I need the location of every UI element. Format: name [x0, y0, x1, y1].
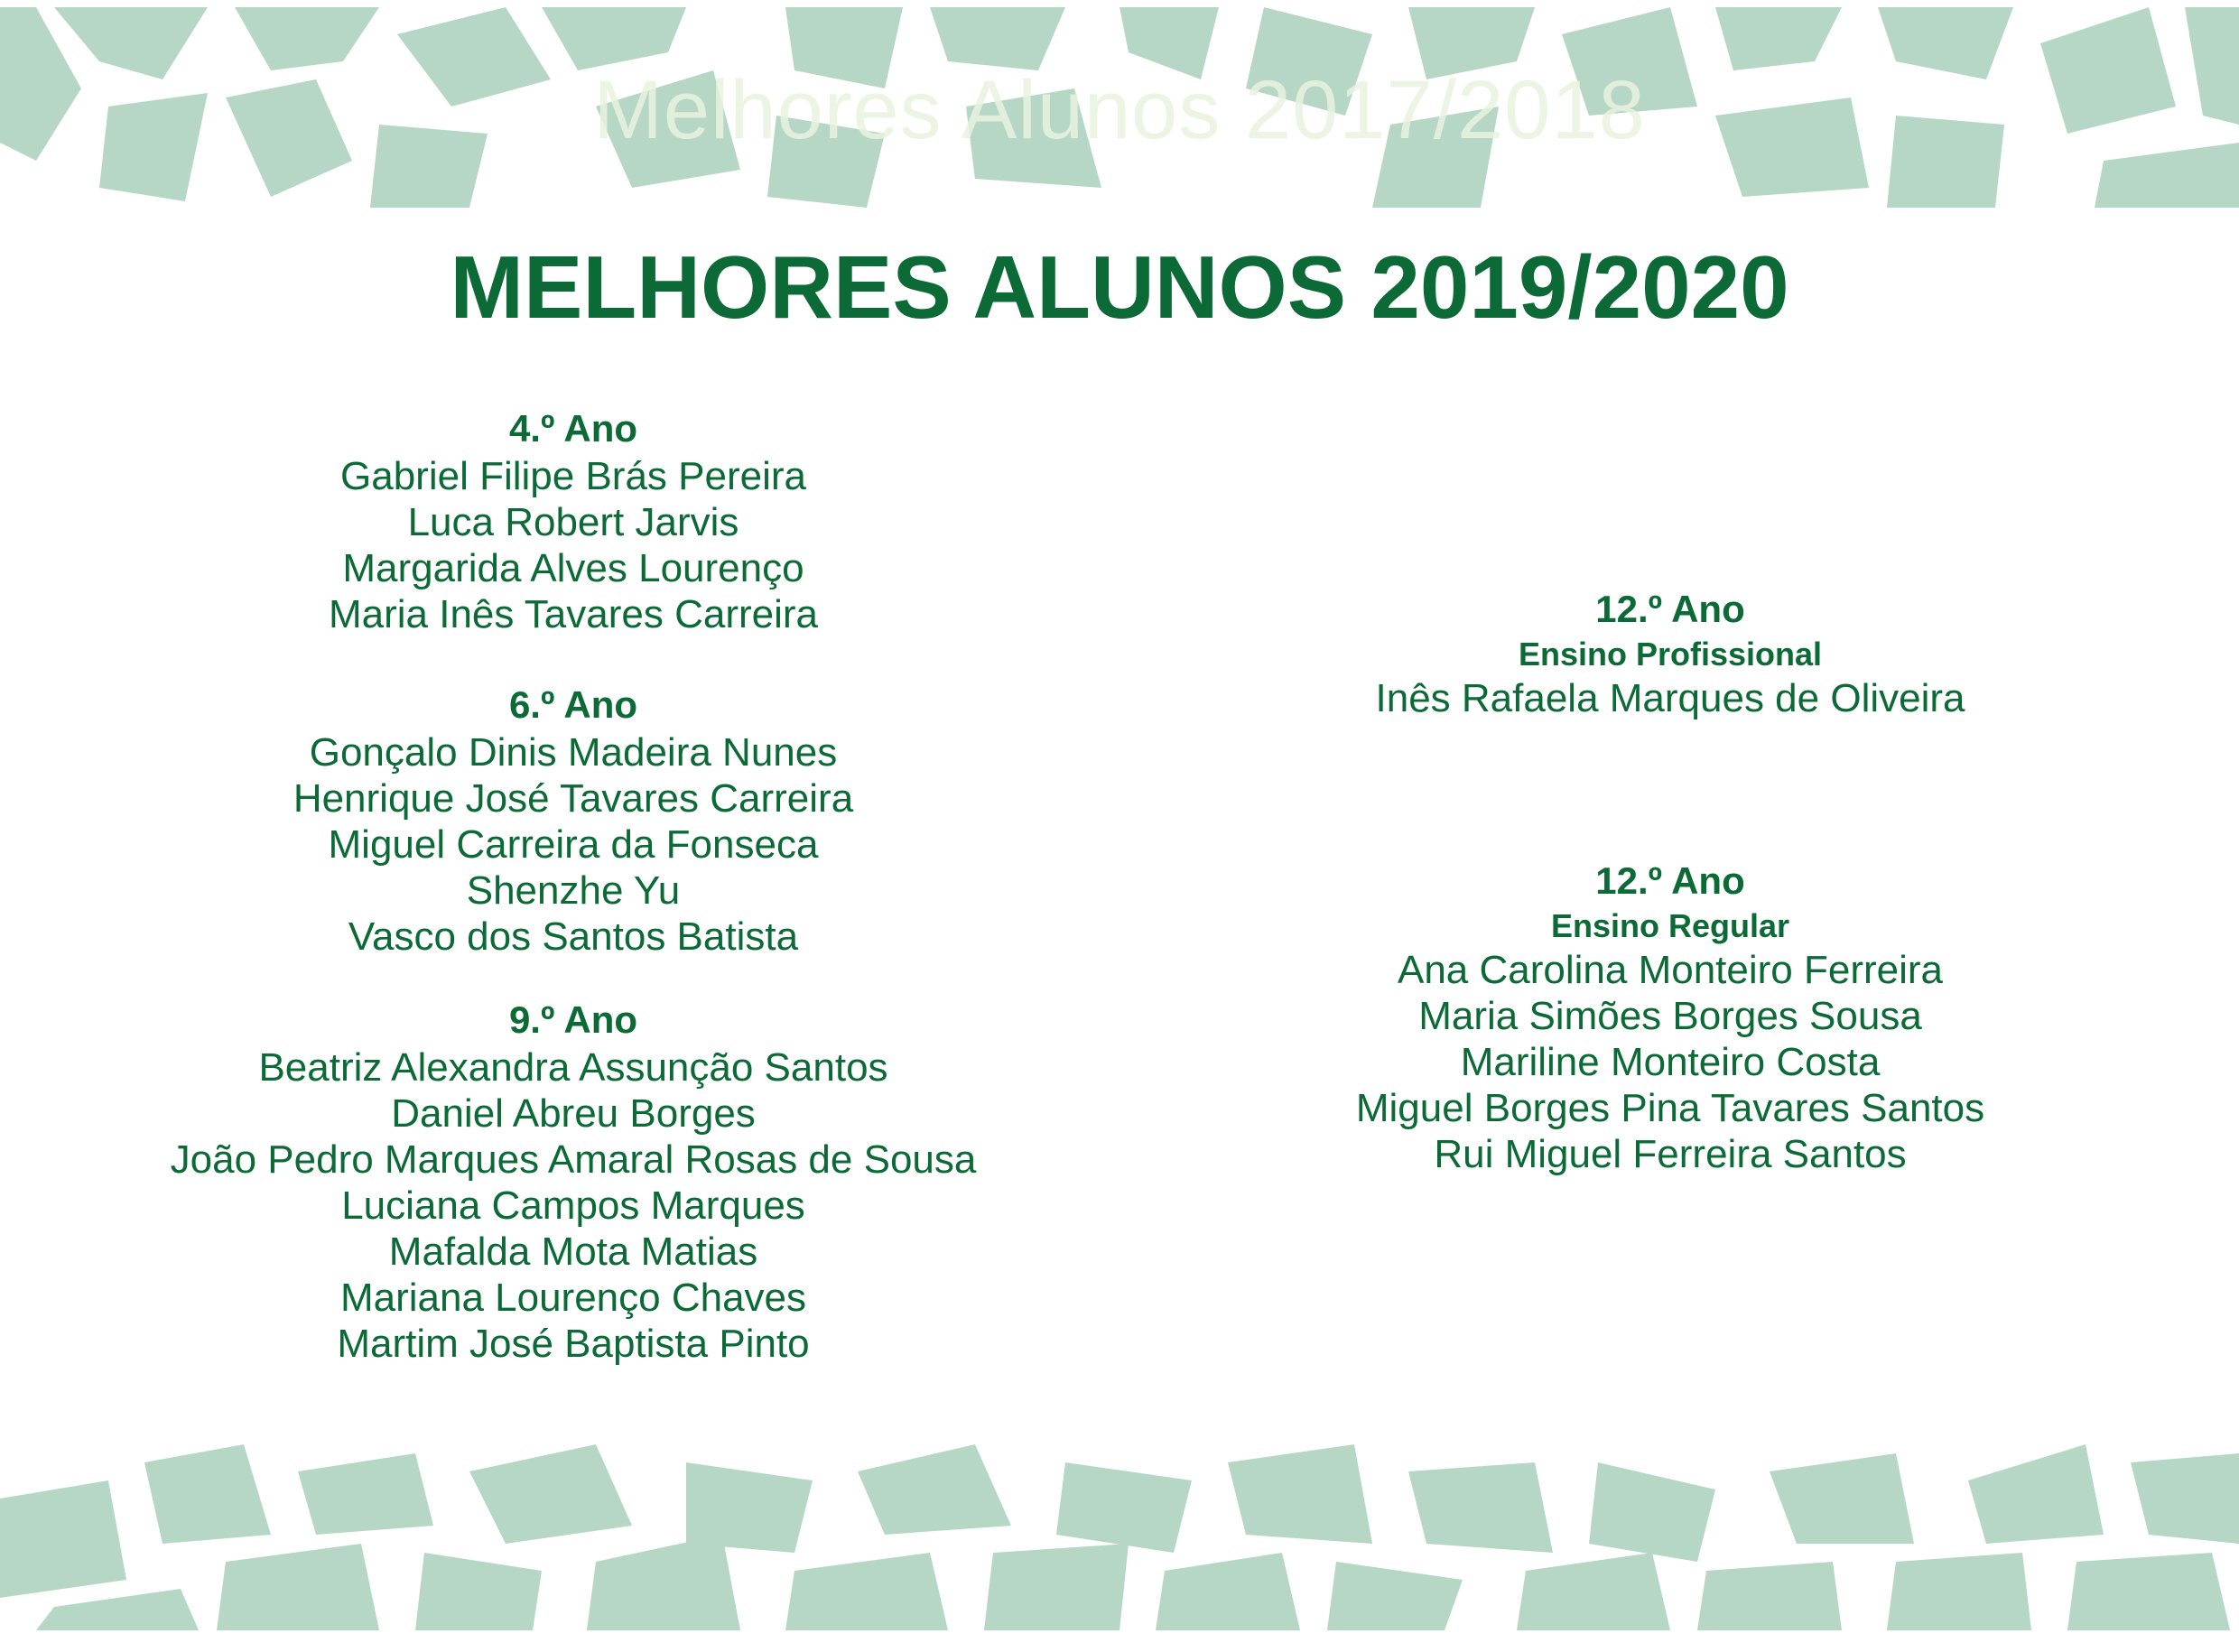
student-name: Luca Robert Jarvis [407, 500, 739, 544]
student-name: Gonçalo Dinis Madeira Nunes [309, 730, 838, 775]
group-9-ano [72, 996, 1074, 1367]
student-name: Mafalda Mota Matias [388, 1230, 758, 1274]
left-column [72, 404, 1074, 1367]
student-name: Henrique José Tavares Carreira [293, 776, 854, 821]
student-name: Beatriz Alexandra Assunção Santos [258, 1045, 888, 1090]
bottom-pattern-graphic [0, 1444, 2239, 1630]
student-name: Mariline Monteiro Costa [1460, 1040, 1881, 1084]
student-name: Miguel Carreira da Fonseca [328, 822, 819, 867]
student-name: Inês Rafaela Marques de Oliveira [1375, 676, 1965, 720]
right-column [1174, 585, 2167, 1177]
group-heading: 12.º Ano [1595, 588, 1745, 630]
group-4-ano [72, 404, 1074, 637]
student-name: Ana Carolina Monteiro Ferreira [1397, 948, 1944, 992]
student-name: Shenzhe Yu [466, 868, 681, 913]
group-subheading: Ensino Profissional [1518, 636, 1823, 673]
group-6-ano [72, 681, 1074, 960]
student-name: Margarida Alves Lourenço [342, 546, 804, 590]
group-heading: 6.º Ano [508, 683, 638, 726]
student-name: Vasco dos Santos Batista [348, 914, 799, 959]
student-name: Mariana Lourenço Chaves [339, 1276, 807, 1320]
student-name: Luciana Campos Marques [341, 1183, 805, 1228]
spacer [72, 960, 1074, 996]
group-12-ano-profissional [1174, 585, 2167, 721]
group-subheading: Ensino Regular [1550, 907, 1790, 944]
group-12-ano-regular [1174, 857, 2167, 1177]
student-name: Maria Simões Borges Sousa [1418, 994, 1922, 1038]
student-name: Gabriel Filipe Brás Pereira [340, 454, 806, 498]
student-name: João Pedro Marques Amaral Rosas de Sousa [170, 1137, 977, 1182]
spacer [72, 637, 1074, 681]
ghost-title: Melhores Alunos 2017/2018 [593, 64, 1646, 156]
student-name: Martim José Baptista Pinto [337, 1322, 810, 1366]
bottom-pattern-band [0, 1444, 2239, 1630]
group-heading: 9.º Ano [508, 998, 638, 1041]
spacer [1174, 721, 2167, 857]
student-name: Maria Inês Tavares Carreira [328, 592, 819, 636]
group-heading: 12.º Ano [1595, 859, 1745, 902]
page-title: MELHORES ALUNOS 2019/2020 [450, 237, 1789, 337]
student-name: Rui Miguel Ferreira Santos [1434, 1132, 1907, 1176]
student-name: Miguel Borges Pina Tavares Santos [1355, 1086, 1985, 1130]
student-name: Daniel Abreu Borges [391, 1091, 756, 1136]
group-heading: 4.º Ano [508, 407, 638, 450]
